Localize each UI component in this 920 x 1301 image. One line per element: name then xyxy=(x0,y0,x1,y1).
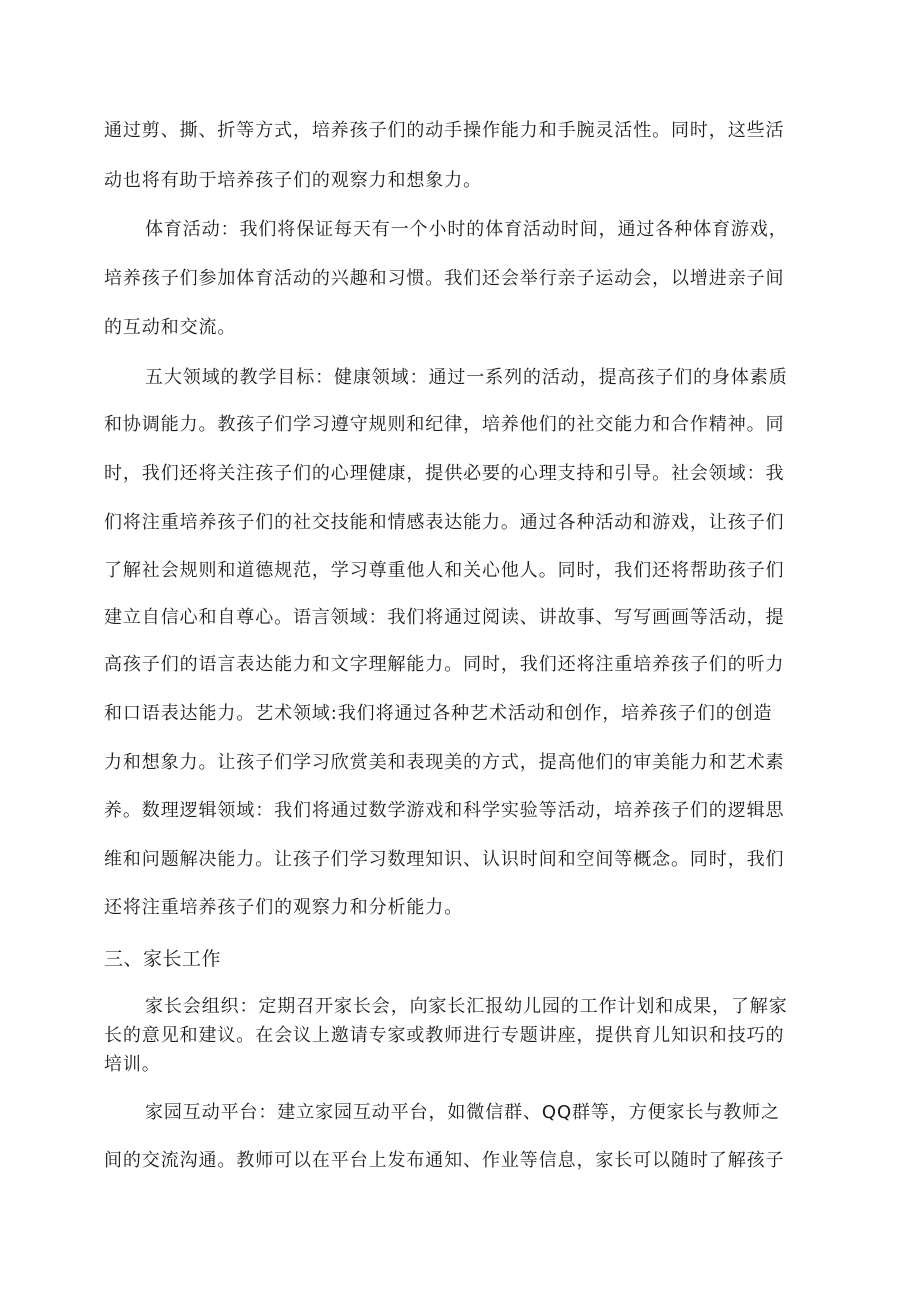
text-line: 们将注重培养孩子们的社交技能和情感表达能力。通过各种活动和游戏，让孩子们 xyxy=(104,512,785,533)
text-line: 时，我们还将关注孩子们的心理健康，提供必要的心理支持和引导。社会领域：我 xyxy=(104,463,785,484)
text-line: 了解社会规则和道德规范，学习尊重他人和关心他人。同时，我们还将帮助孩子们 xyxy=(104,560,785,581)
text-line: 高孩子们的语言表达能力和文字理解能力。同时，我们还将注重培养孩子们的听力 xyxy=(104,654,785,675)
text-line: 间的交流沟通。教师可以在平台上发布通知、作业等信息，家长可以随时了解孩子 xyxy=(104,1150,785,1171)
text-line: 长的意见和建议。在会议上邀请专家或教师进行专题讲座，提供育儿知识和技巧的 xyxy=(104,1025,785,1046)
text-line: 维和问题解决能力。让孩子们学习数理知识、认识时间和空间等概念。同时，我们 xyxy=(104,849,785,870)
text-line: 家长会组织：定期召开家长会，向家长汇报幼儿园的工作计划和成果，了解家 xyxy=(145,996,788,1017)
text-line: 五大领域的教学目标：健康领域：通过一系列的活动，提高孩子们的身体素质 xyxy=(145,367,788,388)
text-line: 还将注重培养孩子们的观察力和分析能力。 xyxy=(104,897,464,918)
text-line: 和口语表达能力。艺术领域:我们将通过各种艺术活动和创作，培养孩子们的创造 xyxy=(104,703,773,724)
text-line: 养。数理逻辑领域：我们将通过数学游戏和科学实验等活动，培养孩子们的逻辑思 xyxy=(104,800,785,821)
text-line: 培训。 xyxy=(104,1054,161,1075)
section-heading: 三、家长工作 xyxy=(104,948,222,970)
text-line: 建立自信心和自尊心。语言领域：我们将通过阅读、讲故事、写写画画等活动，提 xyxy=(104,607,785,628)
text-line: 通过剪、撕、折等方式，培养孩子们的动手操作能力和手腕灵活性。同时，这些活 xyxy=(104,120,785,141)
text-line: 和协调能力。教孩子们学习遵守规则和纪律，培养他们的社交能力和合作精神。同 xyxy=(104,414,785,435)
text-line: 动也将有助于培养孩子们的观察力和想象力。 xyxy=(104,170,482,191)
text-line: 家园互动平台：建立家园互动平台，如微信群、QQ群等，方便家长与教师之 xyxy=(145,1102,780,1123)
text-line: 体育活动：我们将保证每天有一个小时的体育活动时间，通过各种体育游戏， xyxy=(145,219,788,240)
text-line: 的互动和交流。 xyxy=(104,317,237,338)
text-line: 培养孩子们参加体育活动的兴趣和习惯。我们还会举行亲子运动会，以增进亲子间 xyxy=(104,268,785,289)
text-line: 力和想象力。让孩子们学习欣赏美和表现美的方式，提高他们的审美能力和艺术素 xyxy=(104,752,785,773)
